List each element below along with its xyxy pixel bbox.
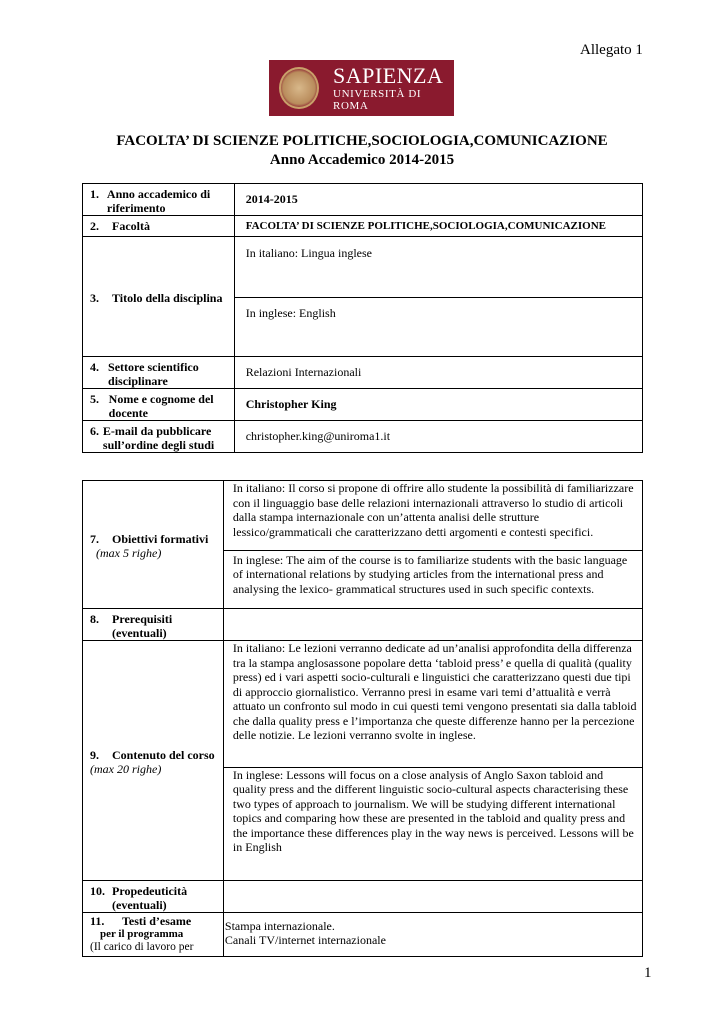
row-label: Obiettivi formativi [112, 532, 209, 546]
row-value: FACOLTA’ DI SCIENZE POLITICHE,SOCIOLOGIA,COMUNICAZIONE [234, 216, 642, 237]
row-sublabel: (max 5 righe) [96, 546, 162, 560]
objectives-italian: In italiano: Il corso si propone di offrire allo studente la possibilità di familiarizzare con il linguaggio base delle relazioni internazionali attraverso lo studio di articoli dalla stampa internazionale con un’attenta analisi delle strutture lessico/grammaticali che caratterizzano detti argomenti e contesti specifici. [224, 481, 642, 550]
row-number: 8. [90, 612, 99, 626]
row-number: 2. [90, 219, 99, 233]
row-label: Settore scientifico disciplinare [108, 360, 199, 388]
row-label: Facoltà [112, 219, 150, 233]
exam-texts-line1: Stampa internazionale. [224, 919, 335, 933]
table-row [83, 881, 643, 913]
logo-sub: UNIVERSITÀ DI ROMA [333, 88, 422, 112]
row-number: 1. [90, 187, 99, 201]
page-title [0, 132, 724, 170]
university-seal-icon [279, 67, 319, 109]
row-number: 3. [90, 291, 99, 305]
table-row [83, 609, 643, 641]
exam-texts-line2: Canali TV/internet internazionale [224, 933, 386, 947]
table-row [83, 913, 643, 957]
row-label: Prerequisiti (eventuali) [112, 612, 173, 640]
row-sublabel: (max 20 righe) [90, 762, 162, 776]
prerequisites-value [223, 609, 642, 641]
row-number: 7. [90, 532, 99, 546]
page-number: 1 [644, 965, 652, 981]
title-italian: In italiano: Lingua inglese [235, 237, 642, 297]
row-label: Anno accademico di riferimento [106, 187, 211, 215]
table-row [83, 421, 643, 453]
row-number: 5. [90, 392, 99, 406]
row-value: 2014-2015 [234, 184, 642, 216]
row-sublabel: (Il carico di lavoro per [90, 941, 194, 953]
table-row [83, 481, 643, 609]
course-info-table [82, 183, 643, 453]
row-value: Christopher King [234, 389, 642, 421]
row-value: Relazioni Internazionali [234, 357, 642, 389]
table-row [83, 237, 643, 357]
content-italian: In italiano: Le lezioni verranno dedicate ad un’analisi approfondita della differenza tra la stampa anglosassone popolare detta ‘tabloid press’ e quella di qualità (quality press) ed i vari aspetti socio-culturali e linguistici che caratterizzano questi due tipi di approccio giornalistico. Verranno presi in esame vari temi d’attualità e verrà attuato un confronto sul modo in cui questi temi vengono presentati sia dalla tabloid che dalla quality press e l’importanza che queste differenze hanno per la percezione delle notizie. Le lezioni verranno svolte in inglese. [224, 641, 642, 767]
propaedeutics-value [223, 881, 642, 913]
objectives-english: In inglese: The aim of the course is to familiarize students with the basic language of international relations by studying articles from the international press and analysing the lexico- grammatical structures used in such specific contexts. [232, 552, 628, 596]
course-details-table [82, 480, 643, 957]
row-label: Titolo della disciplina [112, 291, 223, 305]
row-number: 9. [90, 748, 99, 762]
row-label: Contenuto del corso [112, 748, 215, 762]
table-row [83, 641, 643, 881]
row-label: Propedeuticità (eventuali) [112, 884, 188, 912]
row-label: Testi d’esame [122, 914, 192, 928]
row-label: E-mail da pubblicare sull’ordine degli studi [102, 424, 215, 452]
allegato-label: Allegato 1 [580, 42, 643, 58]
logo-name: SAPIENZA [333, 63, 444, 88]
row-number: 11. [90, 914, 105, 928]
table-row [83, 184, 643, 216]
title-english: In inglese: English [245, 305, 336, 320]
row-number: 6. [90, 424, 99, 438]
row-number: 4. [90, 360, 99, 374]
table-row [83, 357, 643, 389]
row-label-small: per il programma [100, 928, 184, 940]
row-number: 10. [90, 884, 105, 898]
sapienza-logo [269, 60, 454, 116]
table-row [83, 389, 643, 421]
faculty-title: FACOLTA’ DI SCIENZE POLITICHE,SOCIOLOGIA,COMUNICAZIONE [116, 133, 608, 149]
content-english: In inglese: Lessons will focus on a close analysis of Anglo Saxon tabloid and quality press and the different linguistic socio-cultural aspects characterising these two types of approach to journalism. We will be studying different international topics and comparing how these are presented in the tabloid and quality press and the importance these differences play in the way news is perceived. Lessons will be in English [232, 767, 634, 854]
row-label: Nome e cognome del docente [108, 392, 214, 420]
academic-year-title: Anno Accademico 2014-2015 [269, 152, 455, 168]
table-row [83, 216, 643, 237]
row-value: christopher.king@uniroma1.it [234, 421, 642, 453]
